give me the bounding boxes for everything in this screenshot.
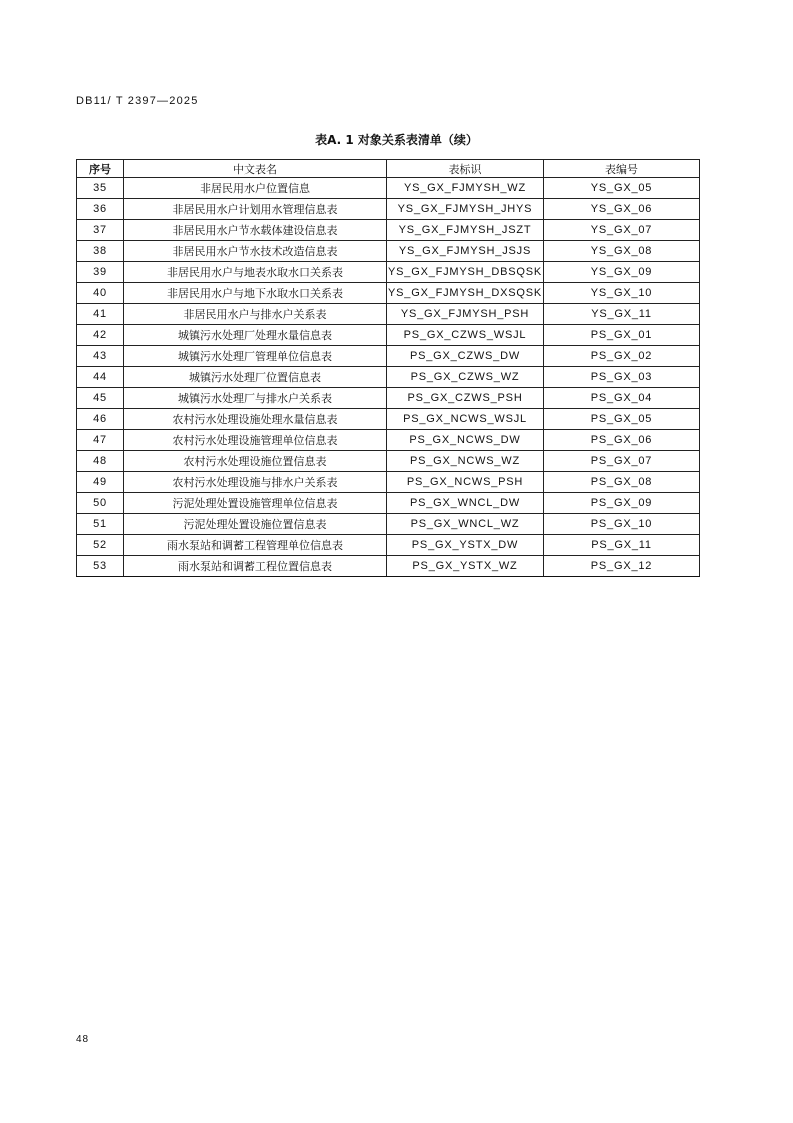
cell-table-name: 农村污水处理设施与排水户关系表 bbox=[124, 472, 387, 493]
cell-no: 38 bbox=[77, 241, 124, 262]
column-header-no: 序号 bbox=[77, 160, 124, 178]
cell-no: 49 bbox=[77, 472, 124, 493]
cell-table-name: 雨水泵站和调蓄工程管理单位信息表 bbox=[124, 535, 387, 556]
cell-table-name: 非居民用水户与地表水取水口关系表 bbox=[124, 262, 387, 283]
cell-table-code: YS_GX_07 bbox=[544, 220, 700, 241]
cell-no: 53 bbox=[77, 556, 124, 577]
cell-table-code: PS_GX_01 bbox=[544, 325, 700, 346]
cell-table-identifier: PS_GX_NCWS_PSH bbox=[387, 472, 544, 493]
cell-table-code: YS_GX_08 bbox=[544, 241, 700, 262]
cell-table-code: PS_GX_10 bbox=[544, 514, 700, 535]
table-row bbox=[77, 262, 700, 283]
cell-no: 46 bbox=[77, 409, 124, 430]
cell-no: 37 bbox=[77, 220, 124, 241]
table-row bbox=[77, 346, 700, 367]
cell-table-code: PS_GX_03 bbox=[544, 367, 700, 388]
cell-no: 43 bbox=[77, 346, 124, 367]
table-row bbox=[77, 535, 700, 556]
cell-table-identifier: YS_GX_FJMYSH_DXSQSK bbox=[387, 283, 544, 304]
table-row bbox=[77, 514, 700, 535]
page-number: 48 bbox=[76, 1034, 90, 1045]
cell-table-identifier: PS_GX_NCWS_WSJL bbox=[387, 409, 544, 430]
column-header-identifier: 表标识 bbox=[387, 160, 544, 178]
cell-table-code: PS_GX_11 bbox=[544, 535, 700, 556]
cell-table-name: 非居民用水户节水载体建设信息表 bbox=[124, 220, 387, 241]
cell-table-identifier: YS_GX_FJMYSH_JHYS bbox=[387, 199, 544, 220]
cell-no: 52 bbox=[77, 535, 124, 556]
table-row bbox=[77, 178, 700, 199]
cell-no: 35 bbox=[77, 178, 124, 199]
cell-no: 42 bbox=[77, 325, 124, 346]
cell-table-name: 城镇污水处理厂位置信息表 bbox=[124, 367, 387, 388]
cell-table-identifier: YS_GX_FJMYSH_WZ bbox=[387, 178, 544, 199]
cell-table-name: 非居民用水户位置信息 bbox=[124, 178, 387, 199]
table-row bbox=[77, 451, 700, 472]
cell-table-identifier: PS_GX_CZWS_WSJL bbox=[387, 325, 544, 346]
cell-table-identifier: PS_GX_CZWS_PSH bbox=[387, 388, 544, 409]
cell-table-identifier: YS_GX_FJMYSH_DBSQSK bbox=[387, 262, 544, 283]
table-row bbox=[77, 472, 700, 493]
column-header-code: 表编号 bbox=[544, 160, 700, 178]
cell-table-identifier: PS_GX_YSTX_WZ bbox=[387, 556, 544, 577]
cell-table-code: PS_GX_07 bbox=[544, 451, 700, 472]
cell-table-name: 城镇污水处理厂处理水量信息表 bbox=[124, 325, 387, 346]
cell-table-code: YS_GX_06 bbox=[544, 199, 700, 220]
cell-no: 45 bbox=[77, 388, 124, 409]
table-row bbox=[77, 325, 700, 346]
table-row bbox=[77, 556, 700, 577]
cell-no: 36 bbox=[77, 199, 124, 220]
table-row bbox=[77, 220, 700, 241]
object-relation-table bbox=[76, 159, 700, 577]
table-row bbox=[77, 409, 700, 430]
cell-no: 41 bbox=[77, 304, 124, 325]
table-header-row bbox=[77, 160, 700, 178]
table-row bbox=[77, 199, 700, 220]
cell-table-identifier: PS_GX_YSTX_DW bbox=[387, 535, 544, 556]
cell-table-code: PS_GX_02 bbox=[544, 346, 700, 367]
cell-table-identifier: PS_GX_NCWS_WZ bbox=[387, 451, 544, 472]
cell-table-identifier: PS_GX_CZWS_WZ bbox=[387, 367, 544, 388]
cell-table-name: 非居民用水户与地下水取水口关系表 bbox=[124, 283, 387, 304]
cell-no: 39 bbox=[77, 262, 124, 283]
cell-table-name: 污泥处理处置设施位置信息表 bbox=[124, 514, 387, 535]
cell-table-code: YS_GX_09 bbox=[544, 262, 700, 283]
column-header-name: 中文表名 bbox=[124, 160, 387, 178]
cell-table-name: 农村污水处理设施处理水量信息表 bbox=[124, 409, 387, 430]
cell-table-code: YS_GX_11 bbox=[544, 304, 700, 325]
cell-table-identifier: YS_GX_FJMYSH_JSJS bbox=[387, 241, 544, 262]
cell-no: 47 bbox=[77, 430, 124, 451]
cell-table-code: PS_GX_08 bbox=[544, 472, 700, 493]
cell-table-identifier: PS_GX_NCWS_DW bbox=[387, 430, 544, 451]
cell-table-code: PS_GX_12 bbox=[544, 556, 700, 577]
table-row bbox=[77, 283, 700, 304]
cell-table-identifier: YS_GX_FJMYSH_PSH bbox=[387, 304, 544, 325]
table-row bbox=[77, 367, 700, 388]
table-row bbox=[77, 304, 700, 325]
cell-no: 48 bbox=[77, 451, 124, 472]
cell-table-name: 城镇污水处理厂管理单位信息表 bbox=[124, 346, 387, 367]
cell-table-code: PS_GX_05 bbox=[544, 409, 700, 430]
table-row bbox=[77, 430, 700, 451]
table-title: 表A. 1 对象关系表清单（续） bbox=[315, 133, 478, 147]
cell-table-identifier: PS_GX_WNCL_WZ bbox=[387, 514, 544, 535]
cell-table-name: 农村污水处理设施位置信息表 bbox=[124, 451, 387, 472]
cell-table-code: YS_GX_10 bbox=[544, 283, 700, 304]
cell-table-code: PS_GX_09 bbox=[544, 493, 700, 514]
table-row bbox=[77, 388, 700, 409]
cell-no: 40 bbox=[77, 283, 124, 304]
cell-table-code: PS_GX_06 bbox=[544, 430, 700, 451]
cell-no: 44 bbox=[77, 367, 124, 388]
cell-table-name: 城镇污水处理厂与排水户关系表 bbox=[124, 388, 387, 409]
cell-table-identifier: YS_GX_FJMYSH_JSZT bbox=[387, 220, 544, 241]
cell-table-name: 非居民用水户计划用水管理信息表 bbox=[124, 199, 387, 220]
cell-table-code: PS_GX_04 bbox=[544, 388, 700, 409]
cell-table-name: 非居民用水户节水技术改造信息表 bbox=[124, 241, 387, 262]
cell-no: 50 bbox=[77, 493, 124, 514]
cell-table-name: 农村污水处理设施管理单位信息表 bbox=[124, 430, 387, 451]
cell-table-name: 雨水泵站和调蓄工程位置信息表 bbox=[124, 556, 387, 577]
cell-table-identifier: PS_GX_CZWS_DW bbox=[387, 346, 544, 367]
table-row bbox=[77, 493, 700, 514]
cell-table-identifier: PS_GX_WNCL_DW bbox=[387, 493, 544, 514]
cell-table-name: 非居民用水户与排水户关系表 bbox=[124, 304, 387, 325]
document-code: DB11/ T 2397—2025 bbox=[76, 95, 199, 107]
cell-no: 51 bbox=[77, 514, 124, 535]
table-row bbox=[77, 241, 700, 262]
cell-table-code: YS_GX_05 bbox=[544, 178, 700, 199]
cell-table-name: 污泥处理处置设施管理单位信息表 bbox=[124, 493, 387, 514]
